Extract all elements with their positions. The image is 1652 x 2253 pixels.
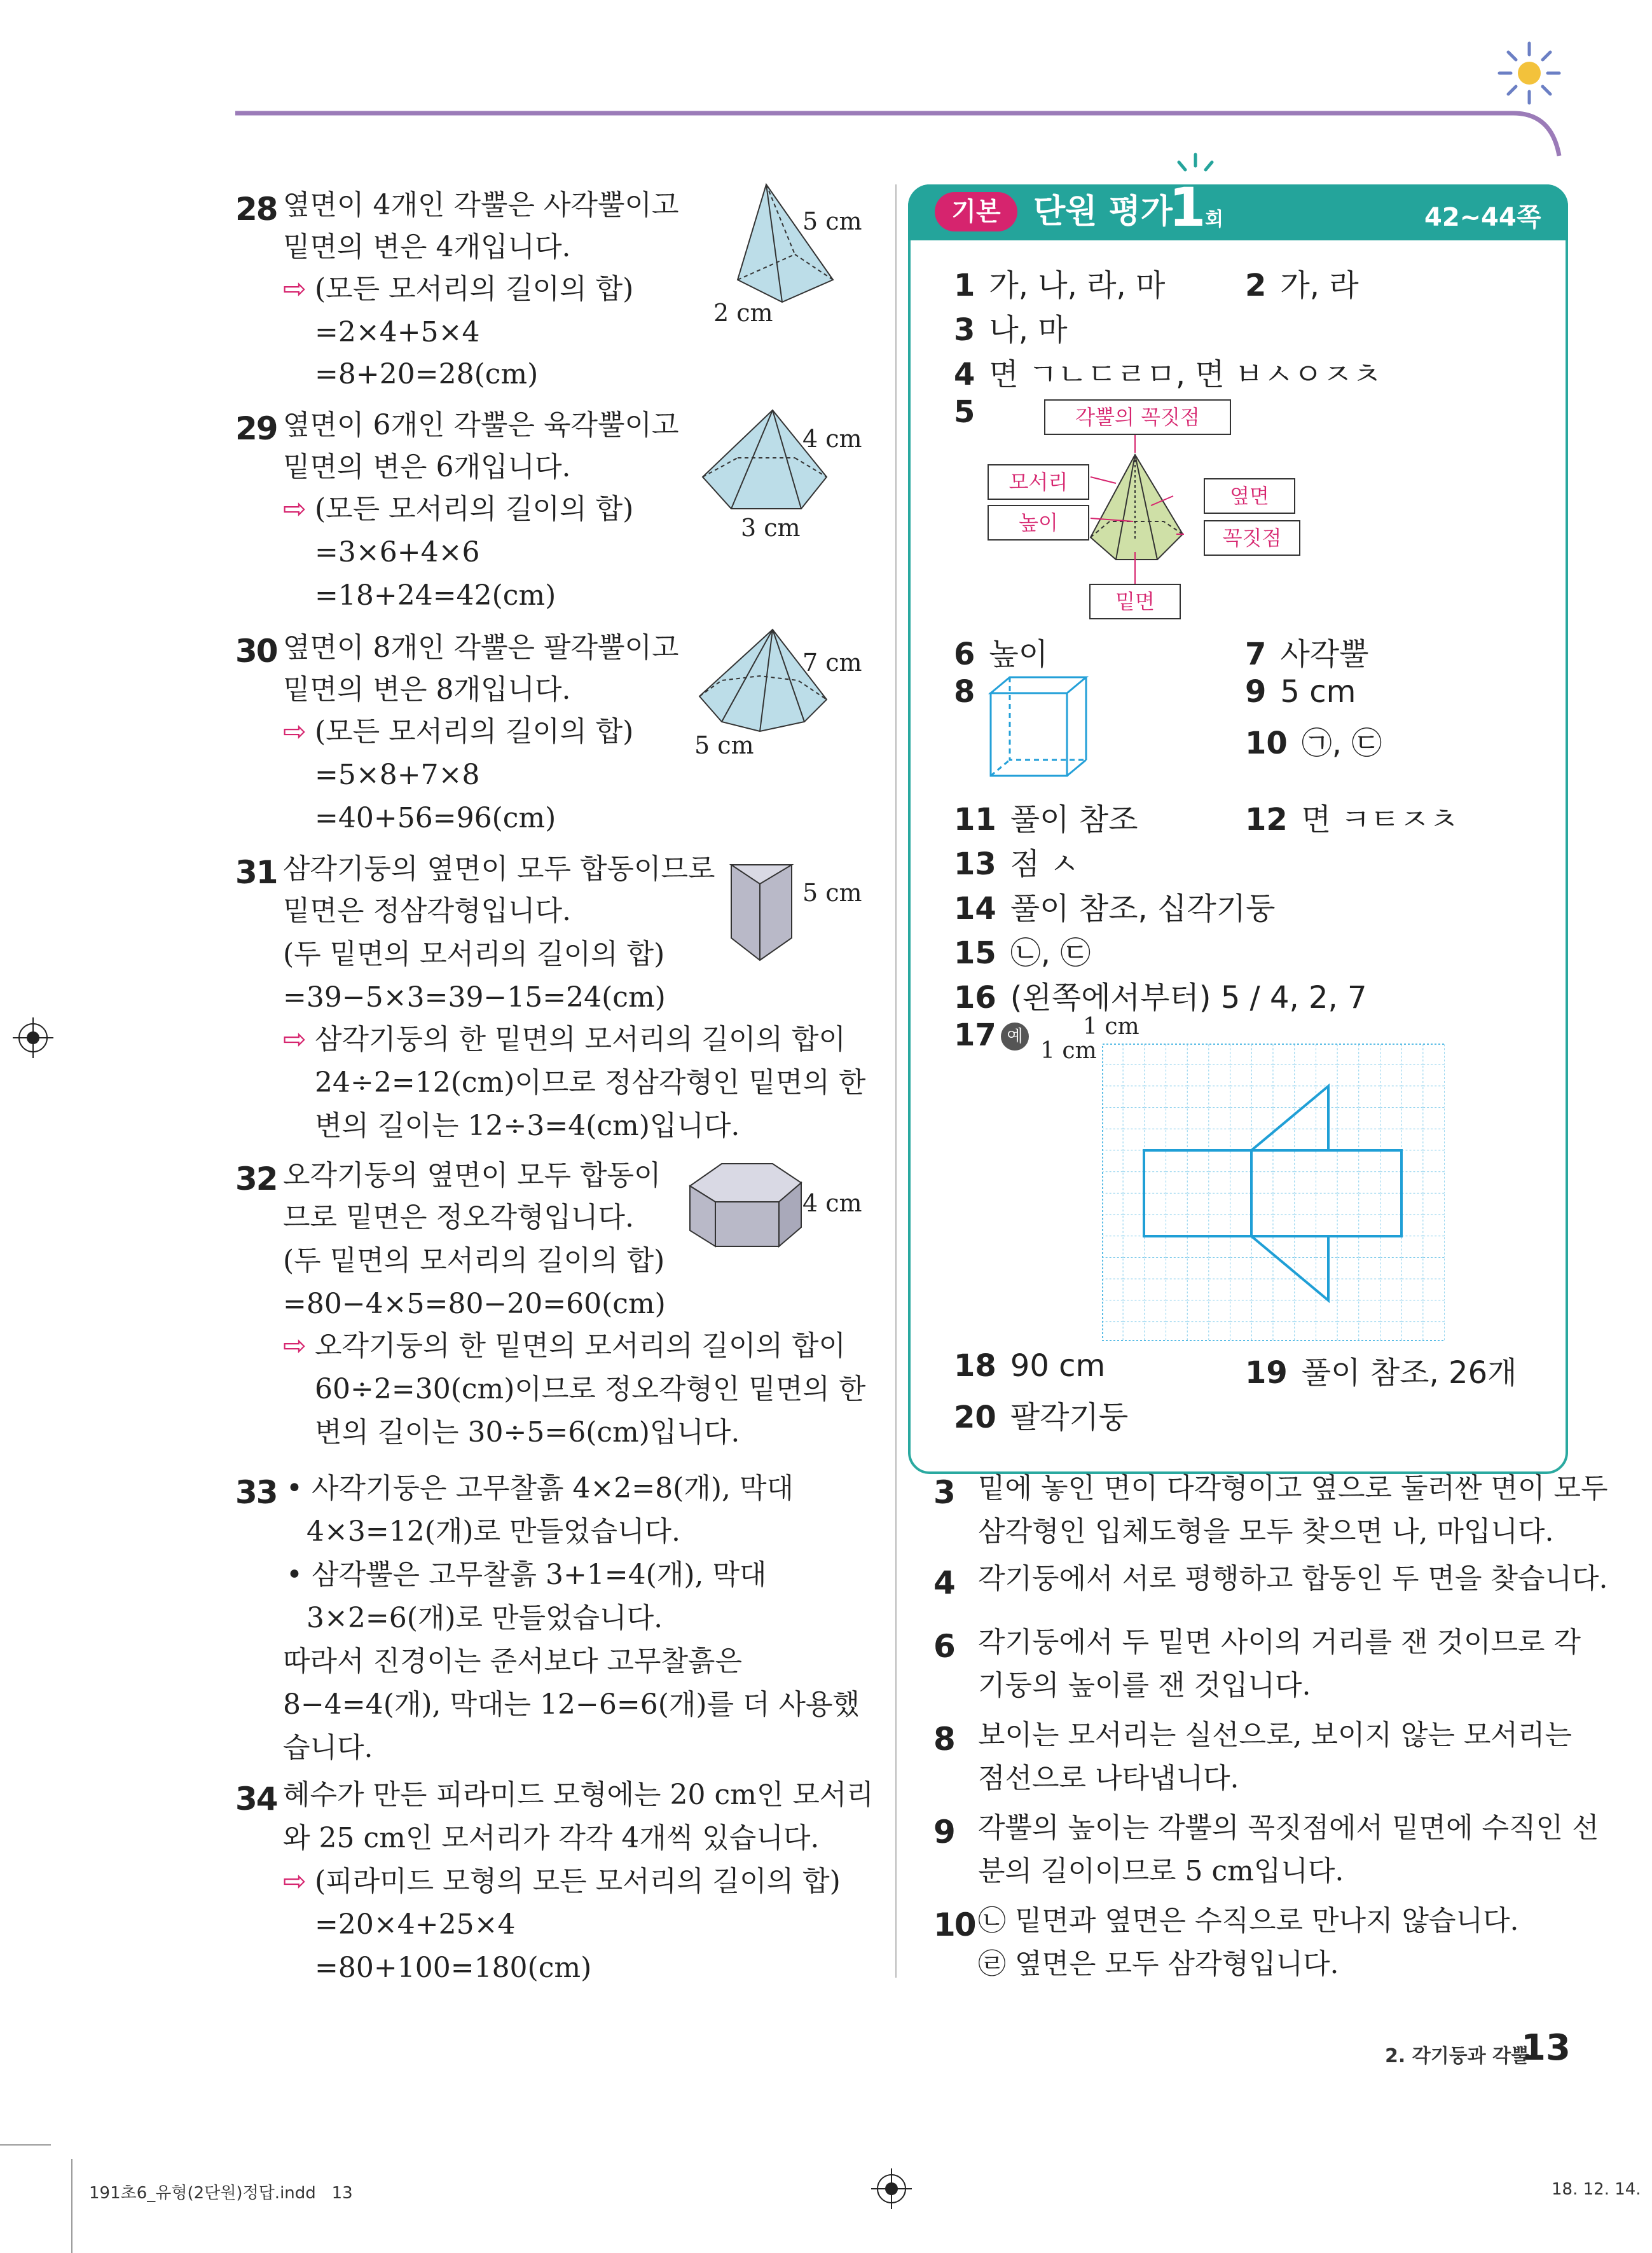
problem-30-num: 30 (235, 633, 277, 670)
answer-6: 6 높이 (954, 637, 1049, 672)
p29-line2: 밑면의 변은 6개입니다. (283, 451, 571, 483)
p32-line5: 오각기둥의 한 밑면의 모서리의 길이의 합이 (315, 1330, 846, 1362)
problem-32-num: 32 (235, 1161, 277, 1197)
triangular-prism-figure (725, 855, 801, 963)
hexagonal-pyramid-figure (699, 407, 846, 521)
p32-line2: 므로 밑면은 정오각형입니다. (283, 1201, 635, 1234)
p28-line1: 옆면이 4개인 각뿔은 사각뿔이고 (283, 189, 679, 221)
answer-14: 14 풀이 참조, 십각기둥 (954, 891, 1276, 927)
grid-unit-v: 1 cm (1040, 1038, 1097, 1064)
answer-2: 2 가, 라 (1245, 268, 1359, 303)
solution-6-line1: 각기둥에서 두 밑면 사이의 거리를 잰 것이므로 각 (978, 1626, 1581, 1658)
solution-6-num: 6 (933, 1628, 954, 1665)
panel-pages: 42~44쪽 (1424, 203, 1541, 232)
answer-15: 15 ㉡, ㉢ (954, 935, 1091, 971)
answer-1: 1 가, 나, 라, 마 (954, 268, 1166, 303)
solution-4-line1: 각기둥에서 서로 평행하고 합동인 두 면을 찾습니다. (978, 1562, 1608, 1595)
answer-4: 4 면 ㄱㄴㄷㄹㅁ, 면 ㅂㅅㅇㅈㅊ (954, 357, 1382, 392)
p31-line4: =39−5×3=39−15=24(cm) (283, 981, 666, 1014)
solution-8-num: 8 (933, 1721, 954, 1758)
label-vertex: 꼭짓점 (1204, 520, 1300, 556)
answer-12: 12 면 ㅋㅌㅈㅊ (1245, 802, 1459, 837)
p33-line6: 8−4=4(개), 막대는 12−6=6(개)를 더 사용했 (283, 1688, 860, 1721)
p33-line1: • 사각기둥은 고무찰흙 4×2=8(개), 막대 (286, 1472, 794, 1505)
p30-fig-b: 5 cm (694, 731, 754, 759)
crop-mark-line (0, 2144, 51, 2146)
p33-line5: 따라서 진경이는 준서보다 고무찰흙은 (283, 1645, 743, 1678)
p28-fig-a: 5 cm (802, 207, 862, 235)
solution-8-line1: 보이는 모서리는 실선으로, 보이지 않는 모서리는 (978, 1719, 1572, 1751)
solution-3-line2: 삼각형인 입체도형을 모두 찾으면 나, 마입니다. (978, 1515, 1554, 1548)
p29-line3: (모든 모서리의 길이의 합) (315, 493, 634, 525)
p32-line4: =80−4×5=80−20=60(cm) (283, 1288, 666, 1320)
p34-line4: =20×4+25×4 (315, 1908, 516, 1941)
answer-19: 19 풀이 참조, 26개 (1245, 1355, 1517, 1391)
sun-icon (1494, 38, 1564, 108)
solution-3-line1: 밑에 놓인 면이 다각형이고 옆으로 둘러싼 면이 모두 (978, 1472, 1608, 1505)
p28-line4: =2×4+5×4 (315, 316, 480, 348)
label-height: 높이 (988, 505, 1089, 541)
answer-8: 8 (954, 674, 975, 710)
solution-10-num: 10 (933, 1906, 975, 1943)
p29-line1: 옆면이 6개인 각뿔은 육각뿔이고 (283, 409, 679, 441)
arrow-icon: ⇨ (283, 493, 306, 525)
column-divider (895, 184, 897, 1978)
arrow-icon: ⇨ (283, 1023, 306, 1056)
p32-line6: 60÷2=30(cm)이므로 정오각형인 밑면의 한 (315, 1373, 866, 1405)
p32-line3: (두 밑면의 모서리의 길이의 합) (283, 1244, 665, 1277)
answer-5: 5 (954, 394, 975, 430)
p29-line4: =3×6+4×6 (315, 536, 480, 568)
answer-3: 3 나, 마 (954, 312, 1068, 348)
grid-unit-h: 1 cm (1083, 1014, 1139, 1040)
registration-mark-icon (871, 2168, 912, 2209)
p29-fig-b: 3 cm (741, 514, 801, 542)
p31-line2: 밑면은 정삼각형입니다. (283, 895, 572, 927)
prism-sketch-figure (984, 674, 1092, 782)
answer-16: 16 (왼쪽에서부터) 5 / 4, 2, 7 (954, 980, 1367, 1016)
solution-9-num: 9 (933, 1814, 954, 1850)
p28-fig-b: 2 cm (713, 299, 773, 327)
p30-line3: (모든 모서리의 길이의 합) (315, 715, 634, 748)
answer-17: 17 (954, 1017, 996, 1053)
problem-31-num: 31 (235, 854, 277, 891)
p33-line2: 4×3=12(개)로 만들었습니다. (306, 1515, 681, 1548)
p31-line3: (두 밑면의 모서리의 길이의 합) (283, 938, 665, 970)
p31-fig-a: 5 cm (802, 879, 862, 907)
square-pyramid-figure (731, 178, 846, 305)
arrow-icon: ⇨ (283, 1330, 306, 1362)
label-face: 옆면 (1204, 478, 1295, 514)
footer-date: 18. 12. 14. (1552, 2180, 1641, 2199)
p33-line4: 3×2=6(개)로 만들었습니다. (306, 1602, 663, 1634)
problem-33-num: 33 (235, 1474, 277, 1511)
panel-round-unit: 회 (1205, 209, 1223, 231)
p33-line3: • 삼각뿔은 고무찰흙 3+1=4(개), 막대 (286, 1559, 767, 1591)
solution-8-line2: 점선으로 나타냅니다. (978, 1762, 1239, 1795)
panel-badge: 기본 (935, 192, 1017, 231)
answer-10: 10 ㉠, ㉢ (1245, 726, 1382, 761)
header-line (0, 0, 1652, 165)
arrow-icon: ⇨ (283, 1865, 306, 1898)
p32-line7: 변의 길이는 30÷5=6(cm)입니다. (315, 1416, 740, 1449)
arrow-icon: ⇨ (283, 273, 306, 305)
solution-10-line1: ㉡ 밑면과 옆면은 수직으로 만나지 않습니다. (978, 1905, 1519, 1937)
pentagonal-prism-figure (684, 1157, 811, 1253)
p30-line5: =40+56=96(cm) (315, 802, 556, 834)
arrow-icon: ⇨ (283, 715, 306, 748)
solution-9-line1: 각뿔의 높이는 각뿔의 꼭짓점에서 밑면에 수직인 선 (978, 1812, 1599, 1844)
answer-7: 7 사각뿔 (1245, 637, 1369, 672)
answer-18: 18 90 cm (954, 1348, 1106, 1384)
label-apex: 각뿔의 꼭짓점 (1044, 399, 1231, 435)
p29-line5: =18+24=42(cm) (315, 579, 556, 612)
answer-20: 20 팔각기둥 (954, 1400, 1129, 1435)
p30-line4: =5×8+7×8 (315, 759, 480, 791)
label-edge: 모서리 (988, 464, 1089, 500)
p34-line5: =80+100=180(cm) (315, 1952, 592, 1984)
solution-9-line2: 분의 길이이므로 5 cm입니다. (978, 1855, 1344, 1887)
p30-line1: 옆면이 8개인 각뿔은 팔각뿔이고 (283, 631, 679, 664)
answer-9: 9 5 cm (1245, 674, 1356, 710)
solution-10-line2: ㉣ 옆면은 모두 삼각형입니다. (978, 1948, 1339, 1980)
p34-line2: 와 25 cm인 모서리가 각각 4개씩 있습니다. (283, 1822, 820, 1854)
panel-title: 단원 평가 (1033, 193, 1173, 231)
p32-fig-a: 4 cm (802, 1189, 862, 1217)
crop-mark-vertical (71, 2159, 72, 2253)
p31-line1: 삼각기둥의 옆면이 모두 합동이므로 (283, 853, 715, 885)
p29-fig-a: 4 cm (802, 425, 862, 453)
p34-line3: (피라미드 모형의 모든 모서리의 길이의 합) (315, 1865, 841, 1898)
footer-page-number: 13 (1521, 2027, 1571, 2069)
problem-34-num: 34 (235, 1781, 277, 1817)
answer-11: 11 풀이 참조 (954, 802, 1138, 837)
p32-line1: 오각기둥의 옆면이 모두 합동이 (283, 1159, 661, 1192)
p28-line3: (모든 모서리의 길이의 합) (315, 273, 634, 305)
registration-mark-icon (13, 1017, 53, 1058)
p30-fig-a: 7 cm (802, 649, 862, 677)
p34-line1: 혜수가 만든 피라미드 모형에는 20 cm인 모서리 (283, 1779, 874, 1811)
p28-line2: 밑면의 변은 4개입니다. (283, 231, 571, 263)
solution-3-num: 3 (933, 1474, 954, 1511)
solution-6-line2: 기둥의 높이를 잰 것입니다. (978, 1669, 1311, 1702)
example-badge: 예 (1001, 1023, 1029, 1051)
footer-file: 191초6_유형(2단원)정답.indd 13 (89, 2184, 353, 2203)
label-base: 밑면 (1089, 584, 1181, 619)
problem-28-num: 28 (235, 191, 277, 228)
p30-line2: 밑면의 변은 8개입니다. (283, 673, 571, 706)
p31-line6: 24÷2=12(cm)이므로 정삼각형인 밑면의 한 (315, 1066, 866, 1099)
net-grid-figure (1101, 1043, 1445, 1342)
answer-13: 13 점 ㅅ (954, 846, 1079, 882)
p28-line5: =8+20=28(cm) (315, 358, 539, 390)
p31-line5: 삼각기둥의 한 밑면의 모서리의 길이의 합이 (315, 1023, 846, 1056)
footer-chapter: 2. 각기둥과 각뿔 (1385, 2045, 1530, 2067)
p31-line7: 변의 길이는 12÷3=4(cm)입니다. (315, 1110, 740, 1142)
octagonal-pyramid-figure (696, 626, 843, 741)
p33-line7: 습니다. (283, 1732, 373, 1764)
panel-round-num: 1 (1169, 176, 1206, 238)
problem-29-num: 29 (235, 410, 277, 447)
solution-4-num: 4 (933, 1564, 954, 1601)
